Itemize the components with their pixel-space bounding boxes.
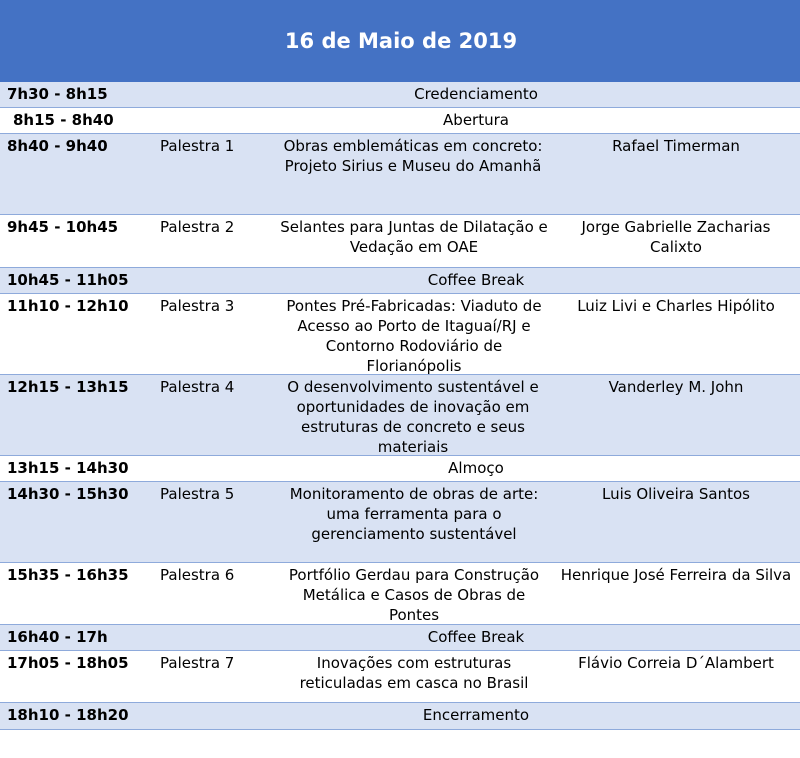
time-cell: 9h45 - 10h45	[7, 218, 119, 236]
time-cell: 17h05 - 18h05	[7, 654, 129, 672]
talk-speaker: Vanderley M. John	[608, 378, 744, 396]
talk-label: Palestra 4	[160, 378, 235, 396]
schedule-table	[0, 82, 800, 758]
table-row	[0, 215, 800, 268]
talk-label: Palestra 3	[160, 297, 235, 315]
talk-topic: Pontes Pré-Fabricadas: Viaduto de Acesso ao Porto de Itaguaí/RJ e Contorno Rodoviário de Florianópolis	[286, 297, 542, 375]
table-row	[0, 651, 800, 703]
event-cell: Coffee Break	[427, 271, 525, 289]
table-row	[0, 294, 800, 375]
event-cell: Almoço	[448, 459, 504, 477]
talk-topic: Obras emblemáticas em concreto: Projeto Sirius e Museu do Amanhã	[283, 137, 543, 175]
time-cell: 15h35 - 16h35	[7, 566, 129, 584]
table-row	[0, 482, 800, 563]
schedule-title: 16 de Maio de 2019	[0, 0, 800, 82]
talk-speaker: Luiz Livi e Charles Hipólito	[577, 297, 775, 315]
table-row	[0, 82, 800, 108]
event-cell: Coffee Break	[427, 628, 525, 646]
time-cell: 16h40 - 17h	[7, 628, 108, 646]
talk-speaker: Rafael Timerman	[612, 137, 740, 155]
talk-label: Palestra 1	[160, 137, 235, 155]
event-cell: Abertura	[443, 111, 509, 129]
talk-label: Palestra 6	[160, 566, 235, 584]
table-row	[0, 375, 800, 456]
talk-topic: Inovações com estruturas reticuladas em casca no Brasil	[299, 654, 529, 692]
table-row-empty	[0, 730, 800, 758]
time-cell: 8h40 - 9h40	[7, 137, 108, 155]
table-row	[0, 563, 800, 625]
talk-speaker: Luis Oliveira Santos	[602, 485, 750, 503]
time-cell: 14h30 - 15h30	[7, 485, 129, 503]
table-row	[0, 108, 800, 134]
talk-topic: Monitoramento de obras de arte: uma ferramenta para o gerenciamento sustentável	[289, 485, 539, 543]
event-cell: Credenciamento	[414, 85, 538, 103]
time-cell: 10h45 - 11h05	[7, 271, 129, 289]
talk-label: Palestra 5	[160, 485, 235, 503]
talk-label: Palestra 7	[160, 654, 235, 672]
talk-topic: Portfólio Gerdau para Construção Metálica e Casos de Obras de Pontes	[288, 566, 540, 624]
time-cell: 12h15 - 13h15	[7, 378, 129, 396]
talk-label: Palestra 2	[160, 218, 235, 236]
event-cell: Encerramento	[422, 706, 530, 724]
table-row	[0, 703, 800, 730]
time-cell: 7h30 - 8h15	[7, 85, 108, 103]
table-row	[0, 625, 800, 651]
table-row	[0, 268, 800, 294]
time-cell: 18h10 - 18h20	[7, 706, 129, 724]
table-row	[0, 456, 800, 482]
talk-speaker: Jorge Gabrielle Zacharias Calixto	[581, 218, 771, 256]
talk-topic: O desenvolvimento sustentável e oportunidades de inovação em estruturas de concreto e seus materiais	[287, 378, 539, 456]
talk-speaker: Henrique José Ferreira da Silva	[560, 566, 792, 584]
time-cell: 13h15 - 14h30	[7, 459, 129, 477]
talk-topic: Selantes para Juntas de Dilatação e Vedação em OAE	[280, 218, 548, 256]
table-row	[0, 134, 800, 215]
time-cell: 8h15 - 8h40	[13, 111, 114, 129]
time-cell: 11h10 - 12h10	[7, 297, 129, 315]
talk-speaker: Flávio Correia D´Alambert	[578, 654, 774, 672]
